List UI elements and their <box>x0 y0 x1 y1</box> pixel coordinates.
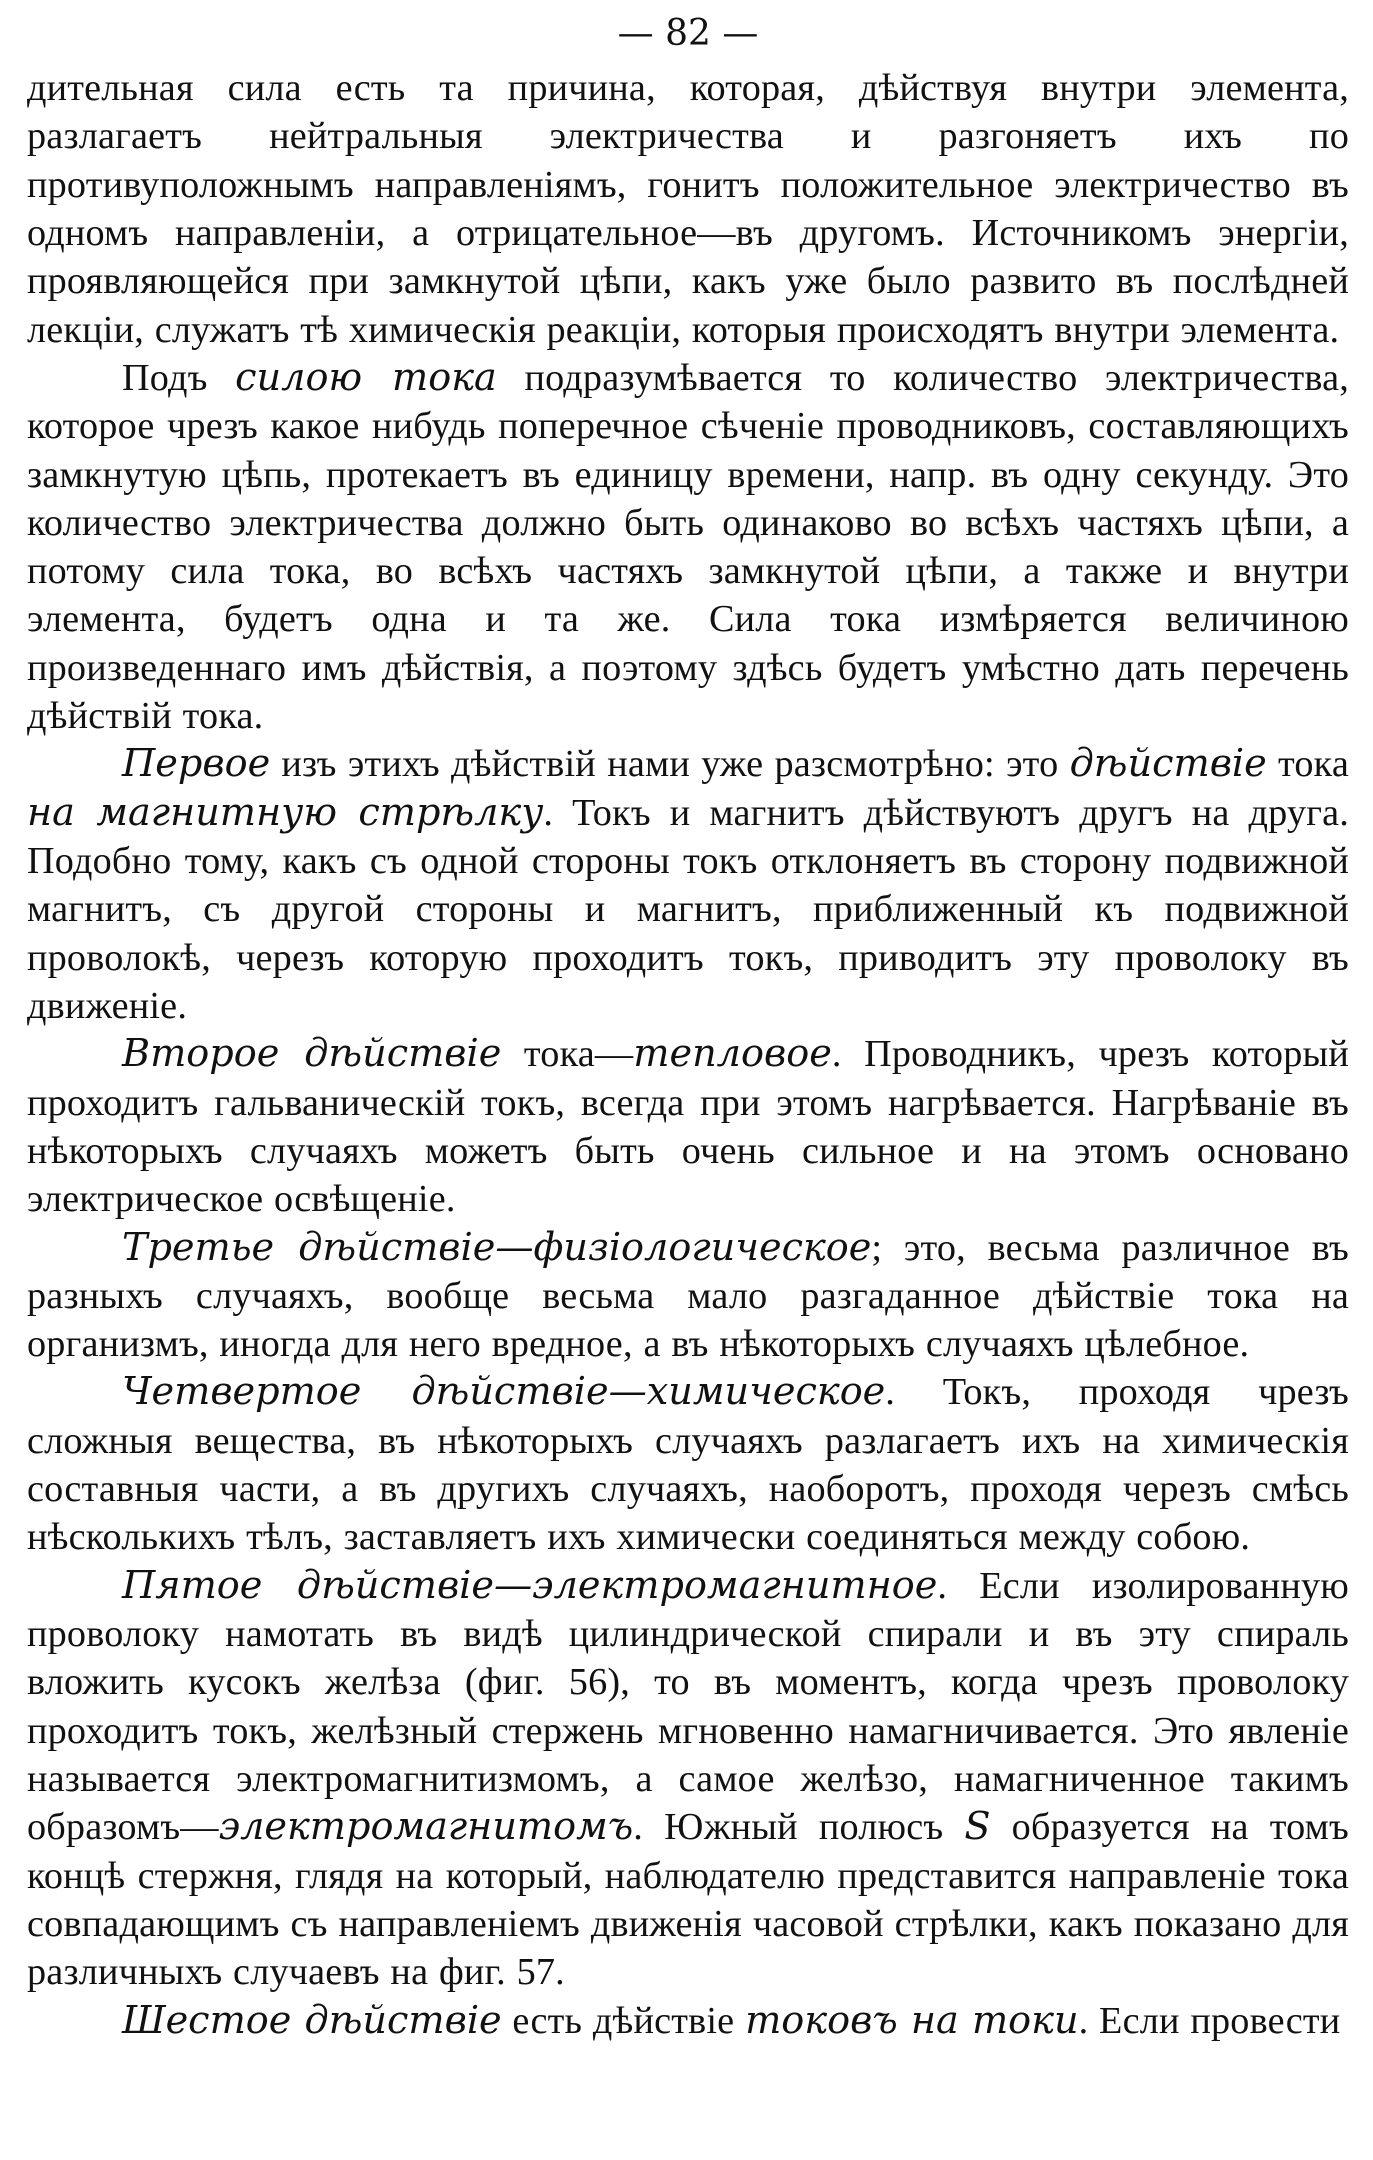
italic-term: Третье дѣйствіе—физіологическое <box>122 1225 872 1270</box>
paragraph-5 <box>27 1368 1349 1561</box>
italic-term: силою тока <box>235 355 497 400</box>
italic-term: на магнитную стрѣлку <box>27 790 544 835</box>
text-segment: изъ этихъ дѣйствій нами уже разсмотрѣно: это <box>270 743 1070 786</box>
paragraph-7 <box>27 1997 1349 2045</box>
text-segment: . Токъ, проходя чрезъ сложныя вещества, въ нѣкоторыхъ случаяхъ разлагаетъ ихъ на химическія составныя части, а въ другихъ случаяхъ, наоборотъ, проходя черезъ смѣсь нѣсколькихъ тѣлъ, заставляетъ ихъ химически соединяться между собою. <box>27 1371 1349 1559</box>
text-segment: тока <box>1266 743 1349 786</box>
text-segment: ; это, весьма различное въ разныхъ случаяхъ, вообще весьма мало разгаданное дѣйствіе тока на организмъ, иногда для него вредное, а въ нѣкоторыхъ случаяхъ цѣлебное. <box>27 1226 1349 1366</box>
paragraph-4 <box>27 1224 1349 1369</box>
paragraph-0 <box>27 64 1349 354</box>
text-segment: Подъ <box>122 356 236 399</box>
italic-term: S <box>964 1805 991 1850</box>
text-segment: дительная сила есть та причина, которая, дѣйствуя внутри элемента, разлагаетъ нейтральныя электричества и разгоняетъ ихъ по противуположнымъ направленіямъ, гонитъ положительное электричество въ одномъ направленіи, а отрицательное—въ другомъ. Источникомъ энергіи, проявляющейся при замкнутой цѣпи, какъ уже было развито въ послѣдней лекціи, служатъ тѣ химическія реакціи, которыя происходятъ внутри элемента. <box>27 67 1349 351</box>
text-segment: . Если изолированную проволоку намотать въ видѣ цилиндрической спирали и въ эту спираль вложить кусокъ желѣза (фиг. 56), то въ моментъ, когда чрезъ проволоку проходитъ токъ, желѣзный стержень мгновенно намагничивается. Это явленіе называется электромагнитизмомъ, а самое желѣзо, намагниченное такимъ образомъ— <box>27 1564 1350 1849</box>
italic-term: Шестое дѣйствіе <box>122 1998 502 2043</box>
paragraph-6 <box>27 1562 1349 1997</box>
text-segment: подразумѣвается то количество электричества, которое чрезъ какое нибудь поперечное сѣченіе проводниковъ, составляющихъ замкнутую цѣпь, протекаетъ въ единицу времени, напр. въ одну секунду. Это количество электричества должно быть одинаково во всѣхъ частяхъ цѣпи, а потому сила тока, во всѣхъ частяхъ замкнутой цѣпи, а также и внутри элемента, будетъ одна и та же. Сила тока измѣряется величиною произведеннаго имъ дѣйствія, а поэтому здѣсь будетъ умѣстно дать перечень дѣйствій тока. <box>27 356 1350 738</box>
italic-term: электромагнитомъ <box>218 1805 634 1850</box>
paragraph-3 <box>27 1030 1349 1223</box>
book-page <box>27 8 1349 2148</box>
italic-term: дѣйствіе <box>1069 742 1267 787</box>
text-segment: . Токъ и магнитъ дѣйствуютъ другъ на друга. Подобно тому, какъ съ одной стороны токъ отклоняетъ въ сторону подвижной магнитъ, съ другой стороны и магнитъ, приближенный къ подвижной проволокѣ, черезъ которую проходитъ токъ, приводитъ эту проволоку въ движеніе. <box>27 791 1349 1027</box>
paragraph-1 <box>27 354 1349 741</box>
text-segment: тока— <box>501 1033 634 1076</box>
text-segment: . Если провести <box>1078 1999 1341 2042</box>
italic-term: Первое <box>122 742 271 787</box>
text-segment: . Проводникъ, чрезъ который проходитъ гальваническій токъ, всегда при этомъ нагрѣвается. Нагрѣваніе въ нѣкоторыхъ случаяхъ можетъ быть очень сильное и на этомъ основано электрическое освѣщеніе. <box>27 1033 1349 1221</box>
text-segment: есть дѣйствіе <box>501 1999 746 2042</box>
text-segment: . Южный полюсъ <box>633 1806 965 1849</box>
italic-term: токовъ на токи <box>745 1998 1079 2043</box>
italic-term: Четвертое дѣйствіе—химическое <box>122 1370 886 1415</box>
italic-term: тепловое <box>633 1032 832 1077</box>
paragraph-2 <box>27 740 1349 1030</box>
italic-term: Второе дѣйствіе <box>122 1032 502 1077</box>
body-text <box>27 64 1349 2045</box>
text-segment: образуется на томъ концѣ стержня, глядя на который, наблюдателю представится направленіе тока совпадающимъ съ направленіемъ движенія часовой стрѣлки, какъ показано для различныхъ случаевъ на фиг. 57. <box>27 1806 1349 1994</box>
italic-term: Пятое дѣйствіе—электромагнитное <box>122 1563 938 1608</box>
page-number: — 82 — <box>617 13 759 54</box>
